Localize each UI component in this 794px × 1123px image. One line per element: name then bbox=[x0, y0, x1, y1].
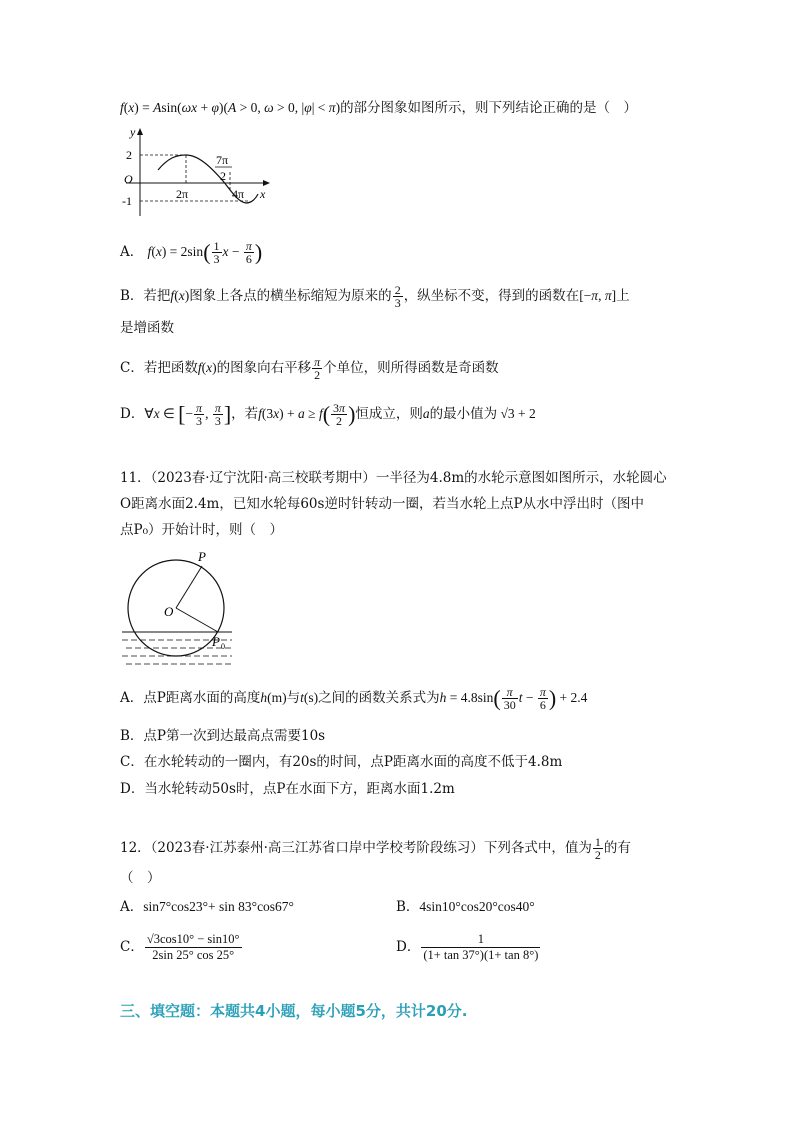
q12-option-a: A．sin7°cos23°+ sin 83°cos67° bbox=[120, 899, 294, 915]
x-axis-arrow-icon bbox=[263, 180, 270, 186]
q12-line1: 12．（2023春·江苏泰州·高三江苏省口岸中学校考阶段练习）下列各式中，值为 $\frac{1}{2}$ 的有 bbox=[120, 835, 631, 862]
x-axis-label: x bbox=[260, 187, 266, 201]
y-tick-neg1: -1 bbox=[122, 194, 132, 208]
q11-option-b: B．点P第一次到达最高点需要10s bbox=[120, 728, 326, 744]
q10-opt-a-prefix: A． bbox=[120, 244, 144, 260]
origin-label: O bbox=[124, 172, 133, 186]
y-axis-label: y bbox=[130, 126, 136, 139]
q12-option-b: B．4sin10°cos20°cos40° bbox=[396, 899, 535, 915]
point-p0-label: P bbox=[212, 634, 220, 649]
label-2: 2 bbox=[220, 169, 226, 183]
q11-option-d: D．当水轮转动50s时，点P在水面下方，距离水面1.2m bbox=[120, 781, 455, 797]
x-tick-4pi: 4π bbox=[232, 187, 245, 201]
q10-sine-graph bbox=[118, 126, 278, 222]
q12-option-c: C． $\frac{√3\cos 10^\circ - \sin 10^\circ}{2\sin 25^\circ \cos 25^\circ}$ bbox=[120, 932, 240, 962]
q10-option-d: D．∀x ∈ [− $\frac{\pi}{3}$ , $\frac{\pi}{3}$ ]，若f(3x) + a ≥ f( $\frac{3\pi}{2}$ )恒成立，则a的最小值为 √3 + 2 bbox=[120, 401, 536, 428]
q11-line1: 11．（2023春·辽宁沈阳·高三校联考期中）一半径为4.8m的水轮示意图如图所示，水轮圆心 bbox=[120, 470, 667, 486]
q11-option-c: C．在水轮转动的一圈内，有20s的时间，点P距离水面的高度不低于4.8m bbox=[120, 754, 563, 770]
center-o-label: O bbox=[164, 604, 174, 619]
section-3-heading: 三、填空题：本题共4小题，每小题5分，共计20分. bbox=[120, 1002, 468, 1020]
q10-stem: f(x) = Asin(ωx + φ)(A > 0, ω > 0, |φ| < π)的部分图象如图所示，则下列结论正确的是（ ） bbox=[120, 100, 638, 116]
y-tick-2: 2 bbox=[126, 148, 132, 162]
q10-option-b: B．若把f(x)图象上各点的横坐标缩短为原来的 $\frac{2}{3}$ ，纵坐标不变，得到的函数在[−π, π]上 bbox=[120, 283, 630, 310]
label-7pi: 7π bbox=[216, 153, 229, 167]
point-p0-subscript: 0 bbox=[221, 642, 225, 651]
q11-waterwheel-figure bbox=[118, 548, 238, 670]
q12-line2: （ ） bbox=[120, 870, 161, 886]
y-axis-arrow-icon bbox=[137, 128, 143, 135]
radius-op bbox=[176, 566, 202, 608]
q11-line2: O距离水面2.4m，已知水轮每60s逆时针转动一圈，若当水轮上点P从水中浮出时（图中 bbox=[120, 496, 645, 512]
q10-option-a: A． f(x) = 2sin( $\frac{1}{3}$ x − $\frac{\pi}{6}$ ) bbox=[120, 239, 263, 266]
radius-op0 bbox=[176, 608, 218, 632]
point-p-label: P bbox=[198, 549, 206, 564]
q11-line3: 点P₀）开始计时，则（ ） bbox=[120, 522, 283, 538]
x-tick-2pi: 2π bbox=[176, 187, 189, 201]
q11-option-a: A．点P距离水面的高度h(m)与t(s)之间的函数关系式为h = 4.8sin( $\frac{\pi}{30}$ t − $\frac{\pi}{6}$ ) + 2.4 bbox=[120, 685, 588, 712]
q12-option-d: D． $\frac{1}{(1+ \tan 37^\circ)(1+ \tan 8^\circ)}$ bbox=[396, 932, 539, 962]
q10-stem-text: 的部分图象如图所示，则下列结论正确的是（ ） bbox=[340, 100, 638, 116]
q10-option-c: C．若把函数f(x)的图象向右平移 $\frac{\pi}{2}$ 个单位，则所得函数是奇函数 bbox=[120, 355, 499, 382]
q10-option-b-line2: 是增函数 bbox=[120, 320, 174, 336]
